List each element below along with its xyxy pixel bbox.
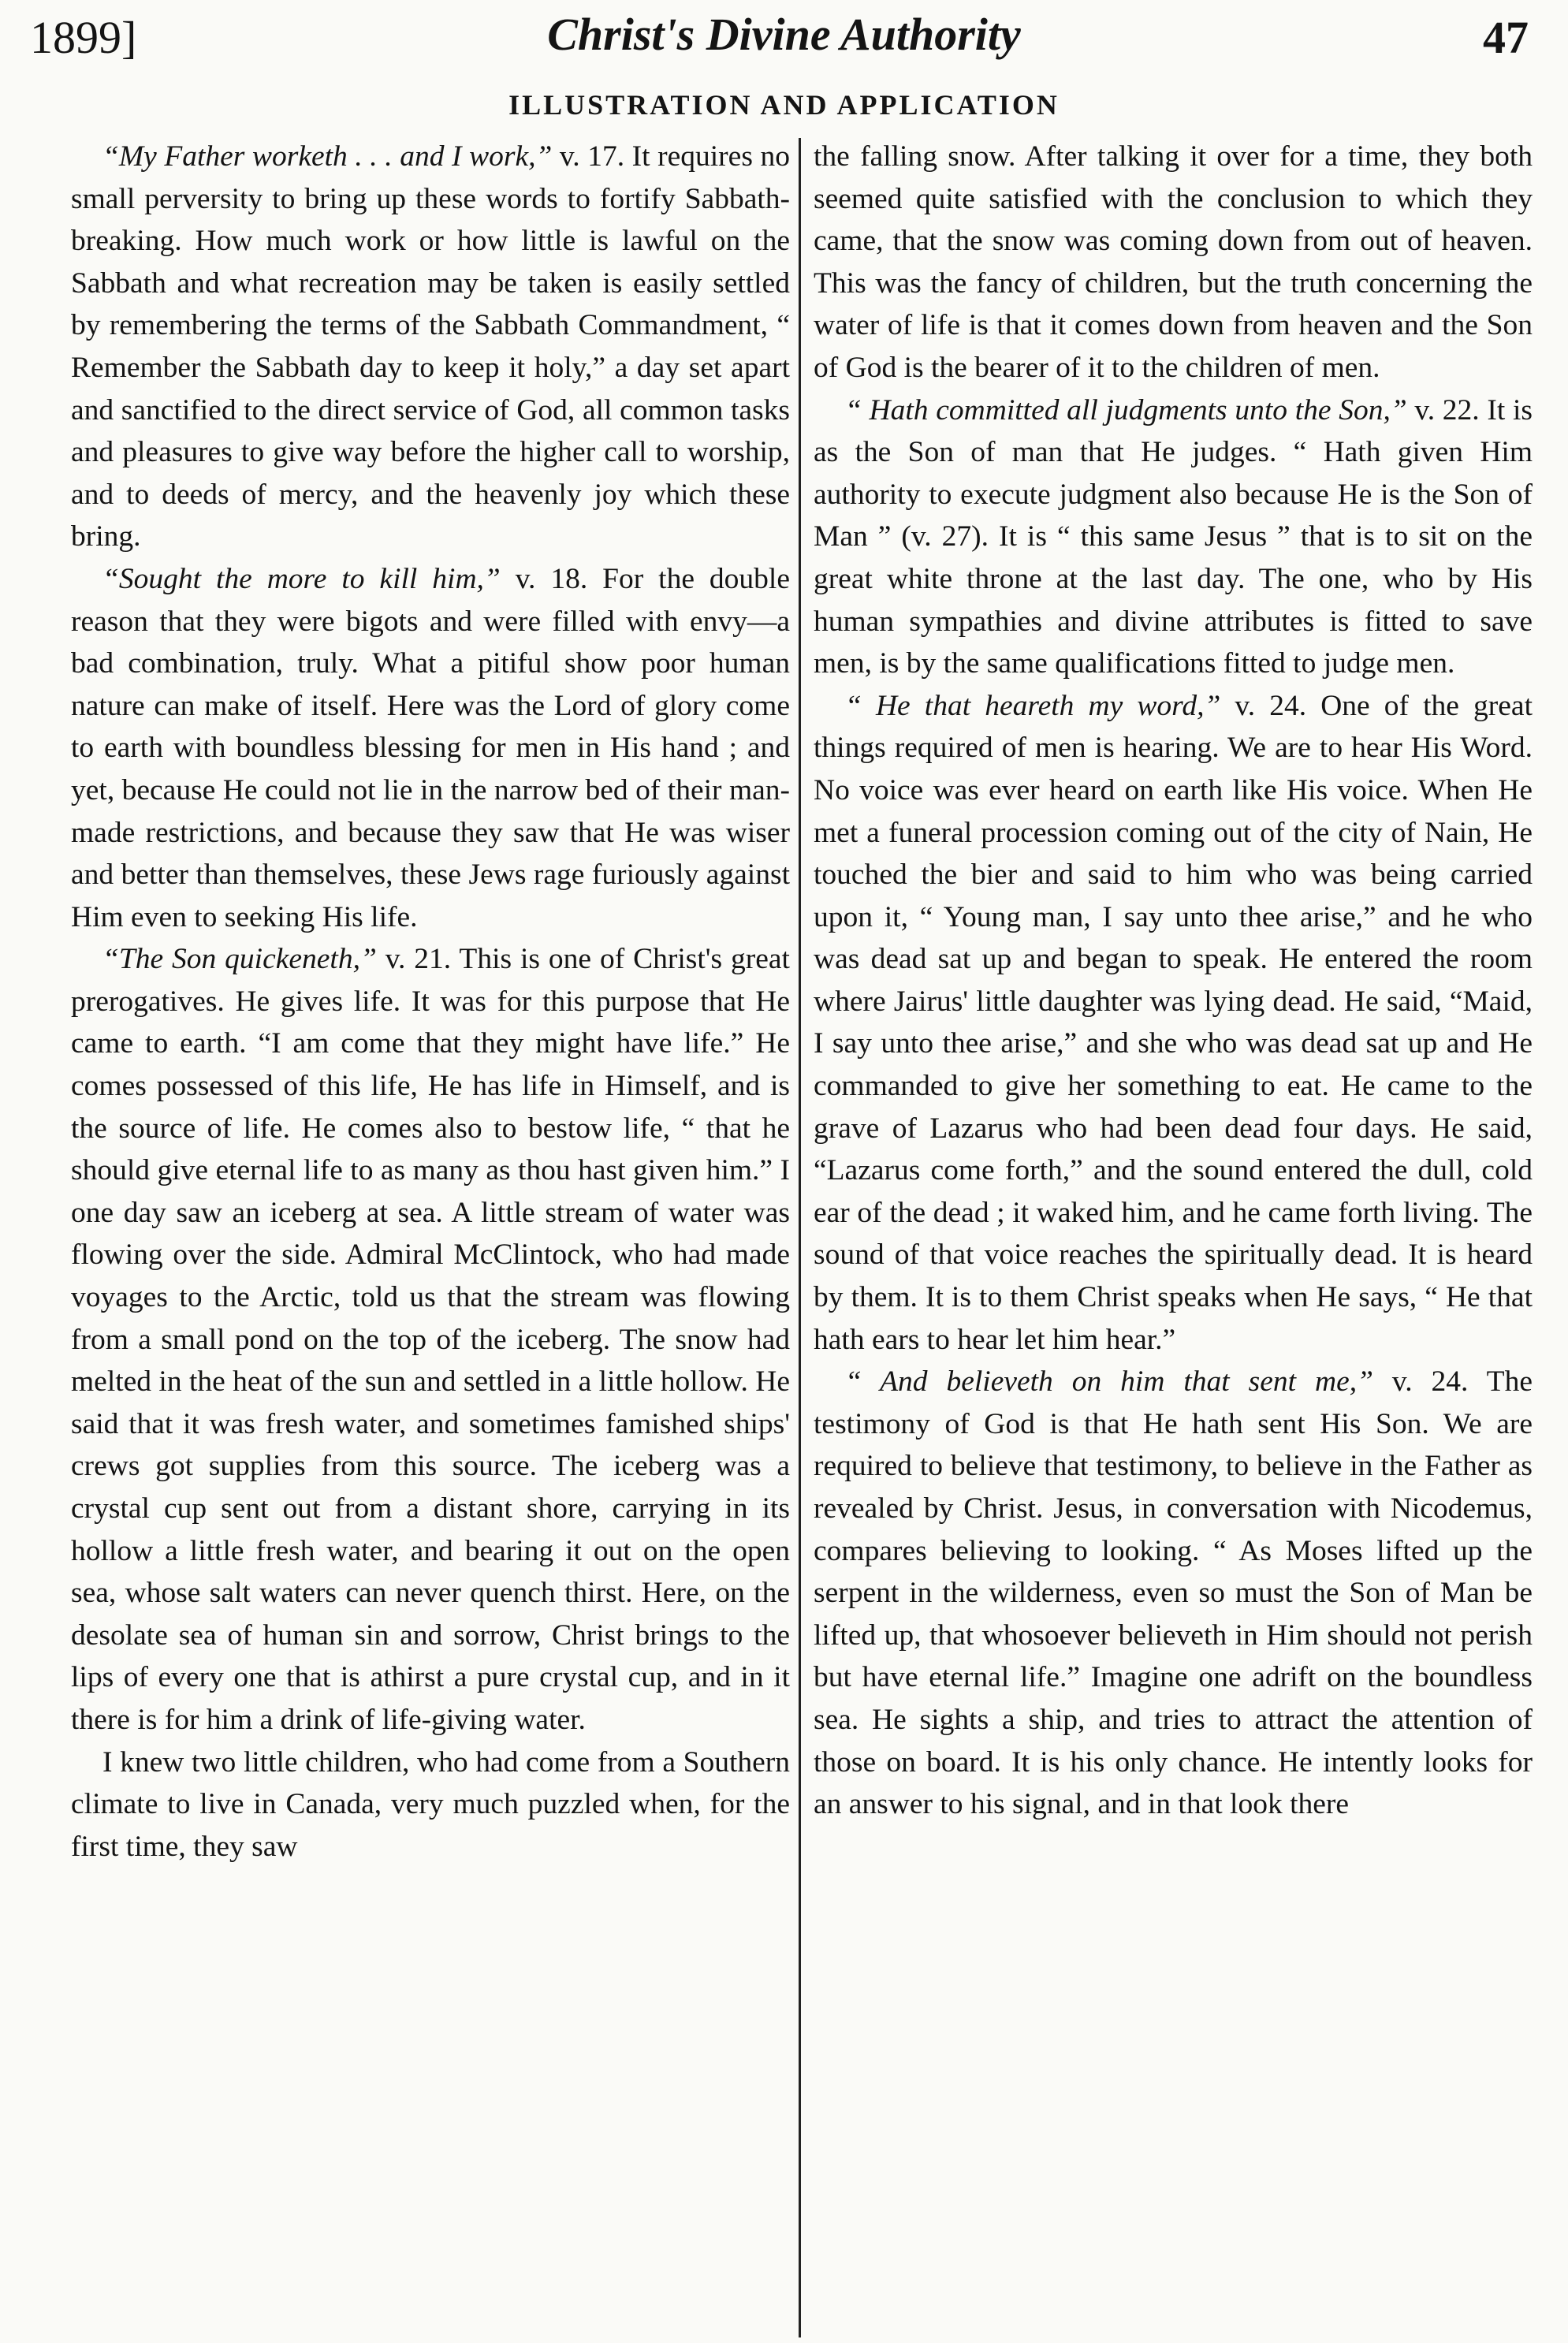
scripture-lead: “The Son quickeneth,” <box>102 943 377 976</box>
paragraph-text: v. 24. One of the great things required of men is hearing. We are to hear His Word. No voice was ever heard on earth like His voice. When He met a funeral procession coming out of the city of Nain, He touched the bier and said to him who was being carried upon it, “ Young man, I say unto thee arise,” and he who was dead sat up and began to speak. He entered the room where Jairus' little daughter was lying dead. He said, “Maid, I say unto thee arise,” and she who was dead sat up and He commanded to give her something to eat. He came to the grave of Lazarus who had been dead four days. He said, “Lazarus come forth,” and the sound entered the dull, cold ear of the dead ; it waked him, and he came forth living. The sound of that voice reaches the spiritually dead. It is heard by them. It is to them Christ speaks when He says, “ He that hath ears to hear let him hear.” <box>814 689 1533 1356</box>
paragraph <box>814 136 1533 389</box>
paragraph-text: the falling snow. After talking it over for a time, they both seemed quite satisfied with the conclusion to which they came, that the snow was coming down from out of heaven. This was the fancy of children, but the truth concerning the water of life is that it comes down from heaven and the Son of God is the bearer of it to the children of men. <box>814 140 1533 384</box>
paragraph-text: v. 17. It requires no small perversity to bring up these words to fortify Sabbath-breaking. How much work or how little is lawful on the Sabbath and what recreation may be taken is easily settled by remembering the terms of the Sabbath Commandment, “ Remember the Sabbath day to keep it holy,” a day set apart and sanctified to the direct service of God, all common tasks and pleasures to give way before the higher call to worship, and to deeds of mercy, and the heavenly joy which these bring. <box>71 140 790 553</box>
scripture-lead: “Sought the more to kill him,” <box>102 562 501 595</box>
paragraph <box>71 136 790 558</box>
paragraph <box>814 389 1533 685</box>
page-number: 47 <box>1483 12 1529 63</box>
scripture-lead: “My Father worketh . . . and I work,” <box>102 140 553 173</box>
paragraph <box>814 1361 1533 1826</box>
paragraph <box>71 1741 790 1868</box>
paragraph-text: v. 18. For the double reason that they were bigots and were filled with envy—a bad combination, truly. What a pitiful show poor human nature can make of itself. Here was the Lord of glory come to earth with boundless blessing for men in His hand ; and yet, because He could not lie in the narrow bed of their man-made restrictions, and because they saw that He was wiser and better than themselves, these Jews rage furiously against Him even to seeking His life. <box>71 562 790 933</box>
paragraph <box>71 938 790 1741</box>
paragraph-text: v. 21. This is one of Christ's great prerogatives. He gives life. It was for this purpose that He came to earth. “I am come that they might have life.” He comes possessed of this life, He has life in Himself, and is the source of life. He comes also to bestow life, “ that he should give eternal life to as many as thou hast given him.” I one day saw an iceberg at sea. A little stream of water was flowing over the side. Admiral McClintock, who had made voyages to the Arctic, told us that the stream was flowing from a small pond on the top of the iceberg. The snow had melted in the heat of the sun and settled in a little hollow. He said that it was fresh water, and sometimes famished ships' crews got supplies from this source. The iceberg was a crystal cup sent out from a distant shore, carrying in its hollow a little fresh water, and bearing it out on the open sea, whose salt waters can never quench thirst. Here, on the desolate sea of human sin and sorrow, Christ brings to the lips of every one that is athirst a pure crystal cup, and in it there is for him a drink of life-giving water. <box>71 943 790 1736</box>
right-column <box>814 136 1533 1826</box>
column-divider <box>799 138 801 2337</box>
scripture-lead: “ And believeth on him that sent me,” <box>845 1365 1373 1399</box>
year-marker: 1899] <box>30 12 137 63</box>
scripture-lead: “ Hath committed all judgments unto the Son,” <box>845 393 1407 427</box>
paragraph <box>71 558 790 938</box>
page-header <box>0 0 1568 95</box>
scripture-lead: “ He that heareth my word,” <box>845 689 1221 722</box>
paragraph <box>814 685 1533 1361</box>
section-heading: ILLUSTRATION AND APPLICATION <box>508 89 1060 121</box>
running-title: Christ's Divine Authority <box>547 9 1021 60</box>
paragraph-text: v. 22. It is as the Son of man that He judges. “ Hath given Him authority to execute judgment also because He is the Son of Man ” (v. 27). It is “ this same Jesus ” that is to sit on the great white throne at the last day. The one, who by His human sympathies and divine attributes is fitted to save men, is by the same qualifications fitted to judge men. <box>814 393 1533 680</box>
paragraph-text: I knew two little children, who had come from a Southern climate to live in Canada, very much puzzled when, for the first time, they saw <box>71 1745 790 1863</box>
left-column <box>71 136 790 1868</box>
paragraph-text: v. 24. The testimony of God is that He hath sent His Son. We are required to believe that testimony, to believe in the Father as revealed by Christ. Jesus, in conversation with Nicodemus, compares believing to looking. “ As Moses lifted up the serpent in the wilderness, even so must the Son of Man be lifted up, that whosoever believeth in Him should not perish but have eternal life.” Imagine one adrift on the boundless sea. He sights a ship, and tries to attract the attention of those on board. It is his only chance. He intently looks for an answer to his signal, and in that look there <box>814 1365 1533 1821</box>
